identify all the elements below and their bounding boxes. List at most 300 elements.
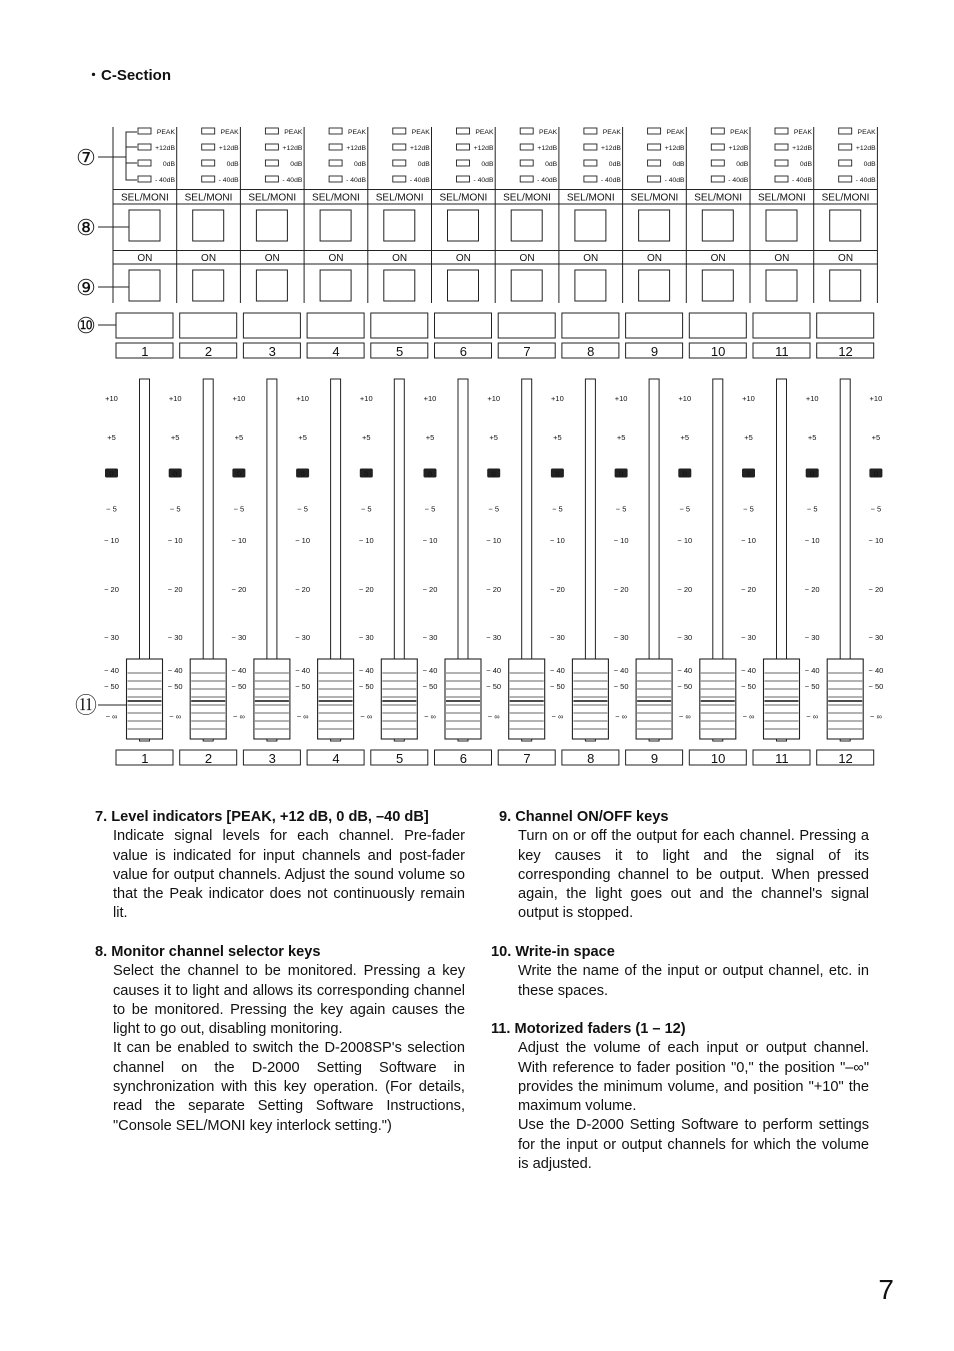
fader-scale-label: − 30 — [677, 633, 693, 642]
channel-strip-11 — [753, 128, 812, 359]
channel-strip-9 — [626, 128, 685, 359]
fader-scale-label: 0 — [364, 469, 369, 479]
channel-strip-3 — [243, 128, 302, 359]
channel-number: 10 — [710, 751, 726, 766]
callout-marker: ⑦ — [76, 145, 96, 170]
level-indicator-label: PEAK — [347, 129, 367, 136]
level-indicator-led — [648, 176, 661, 182]
level-indicator-led — [584, 128, 597, 134]
fader-scale-label: 0 — [109, 469, 114, 479]
fader-scale-label: +10 — [805, 394, 819, 403]
level-indicator-label: 0dB — [417, 161, 430, 168]
level-indicator-label: PEAK — [220, 129, 239, 136]
fader-scale-label: − 10 — [358, 536, 374, 545]
level-indicator-led — [329, 144, 342, 150]
channel-number: 3 — [268, 344, 276, 359]
fader-channel-9 — [614, 379, 683, 766]
channel-number: 9 — [650, 751, 659, 766]
level-indicator-led — [839, 160, 852, 166]
channel-number: 12 — [838, 344, 853, 359]
level-indicator-led — [648, 128, 661, 134]
level-indicator-led — [584, 144, 597, 150]
level-indicator-label: 0dB — [672, 161, 685, 168]
sel-moni-label: SEL/MONI — [375, 192, 424, 204]
item-number: 7. — [95, 809, 108, 825]
level-indicator-led — [393, 176, 406, 182]
channel-strip-12 — [817, 128, 876, 359]
channel-number: 4 — [332, 344, 340, 359]
fader-scale-label: +10 — [105, 394, 118, 403]
fader-scale-label: − 20 — [104, 585, 119, 594]
level-indicator-label: PEAK — [156, 129, 175, 136]
fader-channel-11 — [741, 379, 810, 766]
fader-scale-label: − 50 — [868, 682, 884, 691]
level-indicator-led — [202, 176, 215, 182]
fader-scale-label: − 5 — [552, 504, 563, 514]
fader-scale-label: − ∞ — [487, 712, 500, 721]
channel-strip-8 — [562, 128, 621, 359]
fader-scale-label: − 30 — [613, 633, 629, 642]
on-label: ON — [455, 253, 471, 264]
fader-scale-label: − 5 — [169, 504, 181, 514]
fader-scale-label: +5 — [680, 433, 690, 442]
level-indicator-label: +12dB — [473, 145, 494, 152]
indicator-bracket — [126, 132, 137, 180]
channel-number: 1 — [141, 751, 149, 766]
fader-scale-label: − 10 — [741, 536, 756, 545]
fader-scale-label: − 5 — [679, 504, 691, 514]
fader-scale-label: − 5 — [488, 504, 500, 514]
fader-scale-label: +5 — [425, 433, 435, 442]
level-indicator-label: 0dB — [481, 161, 494, 168]
fader-scale-label: − 5 — [297, 504, 308, 514]
item-text: Adjust the volume of each input or output channel. With reference to fader position "0," the position "–∞" provides the minimum volume, and position "+10" the maximum volume. — [518, 1040, 869, 1115]
fader-scale-label: − 5 — [424, 504, 436, 514]
fader-scale-label: − 10 — [231, 536, 247, 545]
level-indicator-led — [775, 128, 788, 134]
fader-scale-label: 0 — [746, 469, 751, 479]
item-number: 10. — [491, 944, 512, 960]
fader-scale-label: 0 — [173, 469, 178, 479]
fader-scale-label: − 10 — [295, 536, 311, 545]
level-indicator-label: - 40dB — [728, 177, 749, 184]
channel-number: 6 — [459, 751, 467, 766]
channel-strip-2 — [180, 128, 239, 359]
level-indicator-label: +12dB — [282, 145, 303, 152]
fader-scale-label: 0 — [427, 469, 433, 479]
fader-scale-label: − 30 — [741, 633, 756, 642]
level-indicator-led — [138, 144, 151, 150]
level-indicator-led — [775, 144, 788, 150]
sel-moni-key — [575, 210, 606, 241]
level-indicator-label: - 40dB — [537, 177, 558, 184]
fader-scale-label: − ∞ — [551, 712, 564, 721]
fader-scale-label: − 5 — [360, 504, 372, 514]
level-indicator-label: +12dB — [155, 145, 175, 152]
page-number: 7 — [878, 1274, 894, 1305]
fader-scale-label: 0 — [236, 469, 241, 479]
description-item-10 — [491, 943, 869, 1001]
on-label: ON — [710, 253, 726, 264]
fader-scale-label: +5 — [170, 433, 180, 442]
fader-scale-label: − ∞ — [678, 712, 691, 721]
channel-number: 8 — [587, 751, 595, 766]
fader-scale-label: − 40 — [804, 666, 820, 675]
level-indicator-led — [711, 144, 724, 150]
channel-number: 11 — [775, 344, 789, 359]
item-text: Indicate signal levels for each channel. Pre-fader value is indicated for input channels and post-fader value for output channels. Adjust the sound volume so that the Peak indicator does not continuously remain lit. — [113, 828, 465, 922]
description-item-7 — [95, 808, 465, 924]
level-indicator-led — [265, 128, 278, 134]
level-indicator-led — [457, 144, 470, 150]
fader-scale-label: − 5 — [233, 504, 245, 514]
on-key — [448, 270, 479, 301]
fader-scale-label: +5 — [807, 433, 817, 442]
sel-moni-key — [511, 210, 542, 241]
write-in-space — [116, 313, 173, 338]
level-indicator-label: - 40dB — [346, 177, 367, 184]
fader-scale-label: − ∞ — [742, 712, 755, 721]
level-indicator-led — [138, 160, 151, 166]
sel-moni-label: SEL/MONI — [248, 192, 297, 204]
fader-scale-label: − 10 — [486, 536, 502, 545]
channel-strip-4 — [307, 128, 366, 359]
level-indicator-led — [138, 128, 151, 134]
fader-scale-label: − 40 — [295, 666, 311, 675]
sel-moni-label: SEL/MONI — [821, 192, 870, 204]
item-title: Level indicators [PEAK, +12 dB, 0 dB, –40 dB] — [111, 809, 429, 825]
fader-scale-label: +10 — [296, 394, 309, 403]
fader-scale-label: 0 — [619, 469, 624, 479]
fader-scale-label: − 20 — [677, 585, 693, 594]
level-indicator-label: +12dB — [537, 145, 558, 152]
level-indicator-led — [648, 144, 661, 150]
on-label: ON — [583, 253, 599, 264]
item-title: Write-in space — [515, 944, 615, 960]
fader-scale-label: − 30 — [104, 633, 119, 642]
callout-marker: ⑩ — [76, 313, 96, 338]
level-indicator-label: - 40dB — [218, 177, 239, 184]
level-indicator-label: PEAK — [666, 129, 685, 136]
fader-scale-label: − 20 — [295, 585, 311, 594]
level-indicator-label: - 40dB — [409, 177, 430, 184]
level-indicator-led — [584, 160, 597, 166]
fader-scale-label: − 20 — [868, 585, 884, 594]
fader-scale-label: − 50 — [104, 682, 119, 691]
channel-number: 2 — [204, 344, 213, 359]
level-indicator-label: +12dB — [728, 145, 749, 152]
level-indicator-label: - 40dB — [600, 177, 621, 184]
fader-scale-label: − 40 — [741, 666, 756, 675]
level-indicator-led — [520, 176, 533, 182]
fader-scale-label: +5 — [362, 433, 371, 442]
sel-moni-key — [193, 210, 224, 241]
fader-scale-label: − 5 — [106, 504, 117, 514]
level-indicator-led — [202, 160, 215, 166]
sel-moni-label: SEL/MONI — [184, 192, 233, 204]
item-number: 8. — [95, 944, 108, 960]
level-indicator-label: 0dB — [354, 161, 367, 168]
level-indicator-label: +12dB — [409, 145, 430, 152]
channel-number: 5 — [396, 751, 404, 766]
fader-scale-label: +10 — [678, 394, 692, 403]
fader-scale-label: − 30 — [167, 633, 183, 642]
level-indicator-led — [329, 160, 342, 166]
fader-channel-4 — [295, 379, 364, 766]
level-indicator-led — [457, 160, 470, 166]
channel-number: 1 — [141, 344, 149, 359]
fader-scale-label: − 30 — [549, 633, 565, 642]
sel-moni-label: SEL/MONI — [503, 192, 551, 204]
fader-scale-label: − 20 — [613, 585, 629, 594]
fader-scale-label: − 40 — [167, 666, 183, 675]
fader-scale-label: − 40 — [486, 666, 502, 675]
fader-scale-label: − 50 — [804, 682, 820, 691]
sel-moni-key — [702, 210, 733, 241]
sel-moni-key — [384, 210, 415, 241]
level-indicator-label: PEAK — [284, 129, 303, 136]
sel-moni-key — [129, 210, 160, 241]
on-key — [766, 270, 797, 301]
level-indicator-label: 0dB — [608, 161, 621, 168]
fader-scale-label: − 30 — [804, 633, 820, 642]
level-indicator-label: - 40dB — [154, 177, 175, 184]
fader-channel-3 — [231, 379, 300, 766]
channel-strips — [113, 127, 877, 359]
item-number: 9. — [499, 809, 512, 825]
sel-moni-key — [766, 210, 797, 241]
on-label: ON — [646, 253, 662, 264]
level-indicator-led — [265, 160, 278, 166]
fader-scale-label: +5 — [744, 433, 753, 442]
fader-scale-label: +5 — [489, 433, 498, 442]
fader-scale-label: − ∞ — [360, 712, 373, 721]
channel-number: 6 — [459, 344, 467, 359]
channel-number: 2 — [204, 751, 213, 766]
on-label: ON — [137, 253, 153, 264]
fader-scale-label: − 40 — [422, 666, 438, 675]
fader-scale-label: +10 — [168, 394, 182, 403]
level-indicator-led — [775, 160, 788, 166]
write-in-space — [498, 313, 555, 338]
level-indicator-label: +12dB — [792, 145, 812, 152]
description-item-9 — [499, 808, 869, 924]
level-indicator-led — [711, 160, 724, 166]
fader-knob — [190, 659, 226, 739]
level-indicator-led — [520, 144, 533, 150]
description-item-11 — [491, 1020, 869, 1174]
item-title: Channel ON/OFF keys — [515, 809, 669, 825]
fader-scale-label: − 50 — [422, 682, 438, 691]
fader-scale-label: +5 — [553, 433, 562, 442]
level-indicator-label: +12dB — [601, 145, 621, 152]
fader-scale-label: − 5 — [743, 504, 754, 514]
fader-channel-6 — [423, 379, 492, 766]
on-label: ON — [392, 253, 408, 264]
on-key — [193, 270, 224, 301]
sel-moni-label: SEL/MONI — [757, 192, 806, 204]
fader-scale-label: − ∞ — [806, 712, 819, 721]
on-key — [129, 270, 160, 301]
fader-scale-label: − 10 — [422, 536, 438, 545]
level-indicator-label: PEAK — [539, 129, 558, 136]
channel-strip-10 — [689, 128, 748, 359]
item-text: It can be enabled to switch the D-2008SP's selection channel on the D-2000 Setting Software in synchronization with this key operation. (For details, read the separate Setting Software Instructions, "Console SEL/MONI key interlock setting.") — [113, 1040, 465, 1134]
channel-strip-1 — [116, 128, 175, 359]
fader-scale-label: − ∞ — [169, 712, 182, 721]
sel-moni-key — [256, 210, 287, 241]
fader-scale-label: − 30 — [486, 633, 502, 642]
fader-knob — [127, 659, 163, 739]
on-key — [575, 270, 606, 301]
fader-scale-label: +5 — [616, 433, 626, 442]
item-text: Select the channel to be monitored. Pressing a key causes it to light and allows its corresponding channel to be monitored. Pressing the key again causes the light to go out, disabling monitoring. — [113, 963, 465, 1038]
on-label: ON — [201, 253, 217, 264]
channel-number: 5 — [396, 344, 404, 359]
fader-scale-label: − 20 — [549, 585, 565, 594]
fader-scale-label: − 10 — [167, 536, 183, 545]
fader-scale-label: − 40 — [358, 666, 374, 675]
sel-moni-label: SEL/MONI — [120, 192, 169, 204]
fader-scale-label: 0 — [873, 469, 878, 479]
channel-number: 7 — [523, 344, 531, 359]
level-indicator-led — [584, 176, 597, 182]
callout-marker: ⑧ — [76, 215, 96, 240]
fader-scale-label: − 40 — [868, 666, 884, 675]
on-key — [384, 270, 415, 301]
fader-scale-label: +10 — [359, 394, 373, 403]
level-indicator-led — [202, 128, 215, 134]
fader-knob — [827, 659, 863, 739]
level-indicator-led — [711, 128, 724, 134]
level-indicator-led — [839, 128, 852, 134]
channel-strip-7 — [498, 128, 557, 359]
write-in-space — [753, 313, 810, 338]
channel-number: 8 — [587, 344, 595, 359]
fader-scale-label: − 20 — [804, 585, 820, 594]
channel-number: 3 — [268, 751, 276, 766]
fader-knob — [381, 659, 417, 739]
fader-knob — [509, 659, 545, 739]
fader-scale-label: − 10 — [549, 536, 565, 545]
level-indicator-label: +12dB — [664, 145, 685, 152]
level-indicator-label: PEAK — [602, 129, 621, 136]
write-in-space — [689, 313, 746, 338]
item-text: Use the D-2000 Setting Software to perform settings for the input or output channels for which the volume is adjusted. — [518, 1117, 869, 1173]
fader-scale-label: +5 — [107, 433, 116, 442]
fader-scale-label: − 50 — [741, 682, 756, 691]
level-indicator-label: PEAK — [730, 129, 749, 136]
level-indicator-label: - 40dB — [664, 177, 685, 184]
fader-scale-label: − 30 — [358, 633, 374, 642]
fader-scale-label: +10 — [869, 394, 883, 403]
level-indicator-led — [457, 128, 470, 134]
level-indicator-label: - 40dB — [791, 177, 812, 184]
level-indicator-label: PEAK — [411, 129, 430, 136]
level-indicator-label: +12dB — [346, 145, 367, 152]
fader-scale-label: 0 — [810, 469, 815, 479]
fader-scale-label: +10 — [614, 394, 628, 403]
level-indicator-label: 0dB — [290, 161, 303, 168]
fader-channel-5 — [359, 379, 428, 766]
fader-scale-label: +5 — [298, 433, 307, 442]
level-indicator-led — [393, 128, 406, 134]
fader-scale-label: − 10 — [868, 536, 884, 545]
fader-knob — [445, 659, 481, 739]
fader-scale-label: − 10 — [613, 536, 629, 545]
description-item-8 — [95, 943, 465, 1136]
fader-knob — [764, 659, 800, 739]
fader-scale-label: +10 — [232, 394, 246, 403]
channel-number: 7 — [523, 751, 531, 766]
level-indicator-led — [329, 128, 342, 134]
fader-scale-label: − 50 — [231, 682, 247, 691]
fader-scale-label: − 50 — [295, 682, 311, 691]
level-indicator-led — [775, 176, 788, 182]
level-indicator-label: 0dB — [545, 161, 558, 168]
fader-scale-label: − ∞ — [869, 712, 882, 721]
fader-scale-label: − 50 — [358, 682, 374, 691]
level-indicator-label: 0dB — [799, 161, 812, 168]
level-indicator-led — [265, 144, 278, 150]
fader-channel-8 — [550, 379, 619, 766]
on-key — [639, 270, 670, 301]
fader-scale-label: − ∞ — [105, 712, 118, 721]
sel-moni-key — [320, 210, 351, 241]
item-text: Turn on or off the output for each channel. Pressing a key causes it to light and the signal of its corresponding channel to be output. When pressed again, the light goes out and the channel's signal output is stopped. — [518, 828, 869, 922]
channel-number: 9 — [650, 344, 659, 359]
fader-scale-label: − 40 — [549, 666, 565, 675]
fader-scale-right — [868, 394, 883, 721]
section-title: ・C-Section — [86, 67, 172, 84]
fader-scale-label: +5 — [871, 433, 881, 442]
level-indicator-label: 0dB — [162, 161, 175, 168]
channel-strip-5 — [371, 128, 430, 359]
level-indicator-led — [520, 128, 533, 134]
fader-scale-label: − 20 — [741, 585, 756, 594]
fader-scale-label: − 20 — [422, 585, 438, 594]
write-in-space — [817, 313, 874, 338]
on-label: ON — [264, 253, 280, 264]
item-text: Write the name of the input or output channel, etc. in these spaces. — [518, 963, 869, 999]
fader-scale-label: − ∞ — [615, 712, 628, 721]
fader-scale-label: +10 — [487, 394, 501, 403]
fader-scale-label: − 50 — [549, 682, 565, 691]
on-label: ON — [774, 253, 790, 264]
fader-scale-label: − 30 — [231, 633, 247, 642]
fader-scale-label: +10 — [423, 394, 437, 403]
level-indicator-label: PEAK — [793, 129, 812, 136]
write-in-space — [307, 313, 364, 338]
sel-moni-label: SEL/MONI — [694, 192, 743, 204]
item-title: Monitor channel selector keys — [111, 944, 321, 960]
fader-scale-label: − 20 — [167, 585, 183, 594]
level-indicator-led — [648, 160, 661, 166]
fader-scale-label: − ∞ — [232, 712, 245, 721]
fader-scale-label: +10 — [742, 394, 755, 403]
fader-channel-10 — [677, 379, 746, 766]
sel-moni-label: SEL/MONI — [566, 192, 615, 204]
level-indicator-led — [839, 144, 852, 150]
fader-knob — [254, 659, 290, 739]
callout-marker: ⑨ — [76, 275, 96, 300]
fader-scale-label: − 40 — [613, 666, 629, 675]
fader-scale-label: − 20 — [358, 585, 374, 594]
fader-scale-label: − ∞ — [296, 712, 309, 721]
fader-knob — [636, 659, 672, 739]
on-key — [830, 270, 861, 301]
fader-scale-label: − 30 — [422, 633, 438, 642]
